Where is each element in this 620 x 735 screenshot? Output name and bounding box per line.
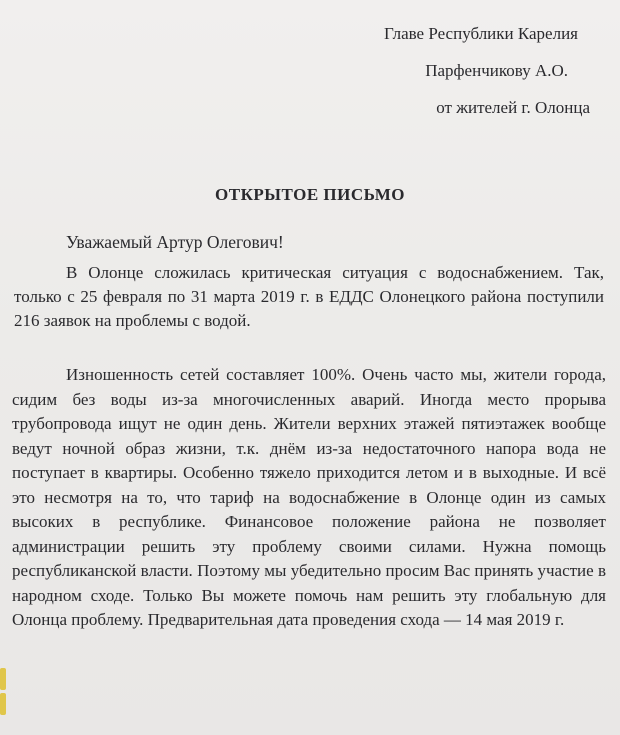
paragraph-1: В Олонце сложилась критическая ситуация с водоснабжением. Так, только с 25 февраля по 31 марта 2019 г. в ЕДДС Олонецкого района поступили 216 заявок на проблемы с водой.	[14, 263, 604, 330]
letter-title: ОТКРЫТОЕ ПИСЬМО	[215, 185, 405, 204]
addressee-sender: от жителей г. Олонца	[436, 98, 590, 117]
addressee-recipient-title: Главе Республики Карелия	[384, 24, 578, 43]
highlighter-mark	[0, 693, 6, 715]
addressee-recipient-name: Парфенчикову А.О.	[425, 61, 568, 80]
addressee-block	[384, 22, 590, 133]
letter-greeting: Уважаемый Артур Олегович!	[66, 232, 284, 252]
highlighter-mark	[0, 668, 6, 690]
paragraph-2: Изношенность сетей составляет 100%. Очень часто мы, жители города, сидим без воды из-за многочисленных аварий. Иногда место прорыва трубопровода ищут не один день. Жители верхних этажей пятиэтажек вообще ведут ночной образ жизни, т.к. днём из-за недостаточного напора вода не поступает в квартиры. Особенно тяжело приходится летом и в выходные. И всё это несмотря на то, что тариф на водоснабжение в Олонце один из самых высоких в республике. Финансовое положение района не позволяет администрации решить эту проблему своими силами. Нужна помощь республиканской власти. Поэтому мы убедительно просим Вас принять участие в народном сходе. Только Вы можете помочь нам решить эту глобальную для Олонца проблему. Предварительная дата проведения схода — 14 мая 2019 г.	[12, 365, 606, 629]
